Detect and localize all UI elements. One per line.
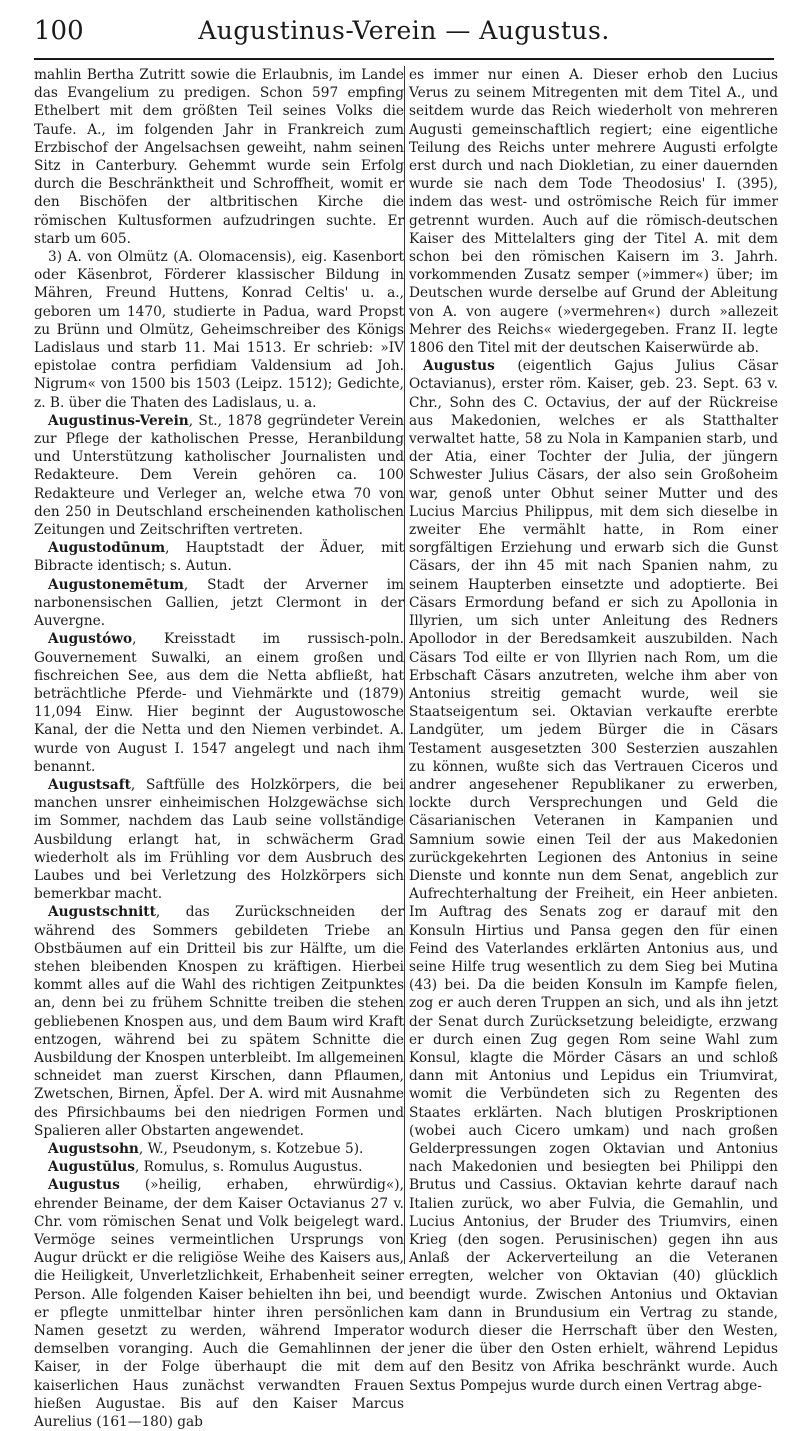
- entry-augustonemetum: [34, 576, 404, 631]
- right-column: [409, 66, 778, 1394]
- entry-augustsaft: [34, 776, 404, 903]
- entry-text: , Saftfülle des Holzkörpers, die bei manchen unsrer einheimischen Holzgewächse sich im Sommer, nachdem das Laub seine vollständige Ausbildung erlangt hat, in schwächerm Grad wiederholt als im Frühling vor dem Ausbruch des Laubes und bei Verletzung des Holzkörpers sich bemerkbar macht.: [34, 776, 404, 903]
- entry-augustinus-verein: [34, 412, 404, 539]
- entry-augustschnitt: [34, 903, 404, 1140]
- entry-text: , Stadt der Arverner im narbonensischen Gallien, jetzt Clermont in der Auvergne.: [34, 576, 404, 630]
- entry-continuation: es immer nur einen A. Dieser erhob den Lucius Verus zu seinem Mitregenten mit dem Titel A., und seitdem wurde das Reich wiederholt von mehreren Augusti gemeinschaftlich regiert; eine eigentliche Teilung des Reichs unter mehrere Augusti erfolgte erst durch und nach Diokletian, zu einer dauernden wurde sie nach dem Tode Theodosius' I. (395), indem das west- und oströmische Reich für immer getrennt wurden. Auch auf die römisch-deutschen Kaiser des Mittelalters ging der Titel A. mit dem schon bei den römischen Kaisern im 3. Jahrh. vorkommenden Zusatz semper (»immer«) über; im Deutschen wurde derselbe auf Grund der Ableitung von A. von augere (»vermehren«) durch »allezeit Mehrer des Reichs« wiedergegeben. Franz II. legte 1806 den Titel mit der deutschen Kaiserwürde ab.: [409, 67, 778, 357]
- entry-paragraph: 3) A. von Olmütz (A. Olomacensis), eig. Kasenbort oder Käsenbrot, Förderer klassischer Bildung in Mähren, Freund Huttens, Konrad Celtis' u. a., geboren um 1470, studierte in Padua, ward Propst zu Brünn und Olmütz, Geheimschreiber des Königs Ladislaus und starb 11. Mai 1513. Er schrieb: »IV epistolae contra perfidiam Valdensium ad Joh. Nigrum« von 1500 bis 1503 (Leipz. 1512); Gedichte, z. B. über die Thaten des Ladislaus, u. a.: [34, 249, 404, 411]
- entry-augustulus: [34, 1158, 404, 1176]
- headword: Augustschnitt: [48, 904, 156, 921]
- headword: Augustus: [423, 358, 495, 375]
- column-divider: [404, 66, 405, 1264]
- entry-text: , das Zurückschneiden der während des Sommers gebildeten Triebe an Obstbäumen auf ein Dritteil bis zur Hälfte, um die stehen bleibenden Knospen zu kräftigen. Hierbei kommt alles auf die Wahl des richtigen Zeitpunktes an, denn bei zu frühem Schnitte treiben die stehen gebliebenen Knospen aus, und dem Baum wird Kraft entzogen, während bei zu spätem Schnitte die Ausbildung der Knospen unterbleibt. Im allgemeinen schneidet man zuerst Kirschen, dann Pflaumen, Zwetschen, Birnen, Äpfel. Der A. wird mit Ausnahme des Pfirsichbaums bei den niedrigen Formen und Spalieren aller Obstarten angewendet.: [34, 904, 404, 1139]
- headword: Augustus: [48, 1177, 120, 1194]
- page-header: [34, 12, 774, 52]
- page-number: 100: [34, 16, 84, 46]
- entry-text: , Hauptstadt der Äduer, mit Bibracte identisch; s. Autun.: [34, 540, 404, 575]
- left-column: [34, 66, 404, 1431]
- entry-augustodunum: [34, 539, 404, 575]
- entry-augustus-title: [34, 1176, 404, 1431]
- headword: Augustówo: [48, 631, 133, 648]
- entry-continuation: mahlin Bertha Zutritt sowie die Erlaubnis, im Lande das Evangelium zu predigen. Schon 597 empfing Ethelbert mit dem größten Teil seines Volks die Taufe. A., im folgenden Jahr in Frankreich zum Erzbischof der Angelsachsen geweiht, nahm seinen Sitz in Canterbury. Gehemmt wurde sein Erfolg durch die Beschränktheit und Schroffheit, womit er den Bischöfen der altbritischen Kirche die römischen Kultusformen aufzudringen suchte. Er starb um 605.: [34, 67, 404, 247]
- entry-text: , St., 1878 gegründeter Verein zur Pflege der katholischen Presse, Heranbildung und Unterstützung katholischer Journalisten und Redakteure. Dem Verein gehören ca. 100 Redakteure und Verleger an, welche etwa 70 von den 250 in Deutschland erscheinenden katholischen Zeitungen und Zeitschriften vertreten.: [34, 412, 404, 539]
- entry-augustus-emperor: [409, 357, 778, 1395]
- headword: Augustodūnum: [48, 540, 166, 557]
- entry-text: , Kreisstadt im russisch-poln. Gouvernement Suwalki, an einem großen und fischreichen See, aus dem die Netta abfließt, hat beträchtliche Pferde- und Viehmärkte und (1879) 11,094 Einw. Hier beginnt der Augustowosche Kanal, der die Netta und den Niemen verbindet. A. wurde von August I. 1547 angelegt und nach ihm benannt.: [34, 631, 404, 775]
- headword: Augustŭlus: [48, 1159, 135, 1176]
- header-rule: [34, 58, 774, 60]
- headword: Augustinus-Verein: [48, 412, 189, 429]
- entry-text: (»heilig, erhaben, ehrwürdig«), ehrender Beiname, der dem Kaiser Octavianus 27 v. Chr. vom römischen Senat und Volk beigelegt ward. Vermöge seines vermeintlichen Ursprungs von Augur drückt er die religiöse Weihe des Kaisers aus, die Heiligkeit, Unverletzlichkeit, Erhabenheit seiner Person. Alle folgenden Kaiser behielten ihn bei, und er pflegte unmittelbar hinter ihren persönlichen Namen gesetzt zu werden, während Imperator demselben voranging. Auch die Gemahlinnen der Kaiser, in der Folge überhaupt die mit dem kaiserlichen Haus zunächst verwandten Frauen hießen Augustae. Bis auf den Kaiser Marcus Aurelius (161—180) gab: [34, 1177, 404, 1431]
- headword: Augustsaft: [48, 776, 131, 793]
- headword: Augustonemētum: [48, 576, 184, 593]
- entry-text: (eigentlich Gajus Julius Cäsar Octavianus), erster röm. Kaiser, geb. 23. Sept. 63 v. Chr., Sohn des C. Octavius, der auf der Rückreise aus Makedonien, welches er als Statthalter verwaltet hatte, 58 zu Nola in Kampanien starb, und der Atia, einer Tochter der Julia, der jüngern Schwester Julius Cäsars, der also sein Großoheim war, genoß unter Obhut seiner Mutter und des Lucius Marcius Philippus, mit dem sich dieselbe in zweiter Ehe vermählt hatte, in Rom einer sorgfältigen Erziehung und erwarb sich die Gunst Cäsars, der ihn 45 mit nach Spanien nahm, zu seinem Haupterben einsetzte und adoptierte. Bei Cäsars Ermordung befand er sich zu Apollonia in Illyrien, um sich unter Anleitung des Redners Apollodor in der Beredsamkeit auszubilden. Nach Cäsars Tod eilte er von Illyrien nach Rom, um die Erbschaft Cäsars anzutreten, welche ihm aber von Antonius streitig gemacht wurde, weil sie Staatseigentum sei. Oktavian verkaufte ererbte Landgüter, um jedem Bürger die in Cäsars Testament ausgesetzten 300 Sesterzien auszahlen zu können, wußte sich das Vertrauen Ciceros und andrer angesehener Republikaner zu erwerben, lockte durch Versprechungen und Geld die Cäsarianischen Veteranen in Kampanien und Samnium sowie einen Teil der aus Makedonien zurückgekehrten Legionen des Antonius in seine Dienste und konnte nun dem Senat, angeblich zur Aufrechterhaltung der Freiheit, ein Heer anbieten. Im Auftrag des Senats zog er darauf mit den Konsuln Hirtius und Pansa gegen den für einen Feind des Vaterlandes erklärten Antonius aus, und seine Hilfe trug wesentlich zu dem Sieg bei Mutina (43) bei. Da die beiden Konsuln im Kampfe fielen, zog er auch deren Truppen an sich, und als ihn jetzt der Senat durch Zurücksetzung beleidigte, erzwang er durch einen Zug gegen Rom seine Wahl zum Konsul, klagte die Mörder Cäsars an und schloß dann mit Antonius und Lepidus ein Triumvirat, womit die Verbündeten sich zu Regenten des Staates erklärten. Nach blutigen Proskriptionen (wobei auch Cicero umkam) und nach großen Gelderpressungen zogen Oktavian und Antonius nach Makedonien und besiegten bei Philippi den Brutus und Cassius. Oktavian kehrte darauf nach Italien zurück, wo aber Fulvia, die Gemahlin, und Lucius Antonius, der Bruder des Triumvirs, einen Krieg (den sogen. Perusinischen) gegen ihn aus Anlaß der Ackerverteilung an die Veteranen erregten, welcher von Oktavian (40) glücklich beendigt wurde. Zwischen Antonius und Oktavian kam dann in Brundusium ein Vertrag zu stande, wodurch dieser die Herrschaft über den Westen, jener die über den Osten erhielt, während Lepidus auf den Besitz von Afrika beschränkt wurde. Auch Sextus Pompejus wurde durch einen Vertrag abge-: [409, 358, 778, 1394]
- entry-augustsohn: [34, 1140, 404, 1158]
- entry-text: , W., Pseudonym, s. Kotzebue 5).: [138, 1140, 364, 1157]
- headword: Augustsohn: [48, 1140, 139, 1157]
- running-head: Augustinus-Verein — Augustus.: [198, 16, 610, 45]
- entry-text: , Romulus, s. Romulus Augustus.: [134, 1159, 363, 1176]
- entry-augustowo: [34, 630, 404, 776]
